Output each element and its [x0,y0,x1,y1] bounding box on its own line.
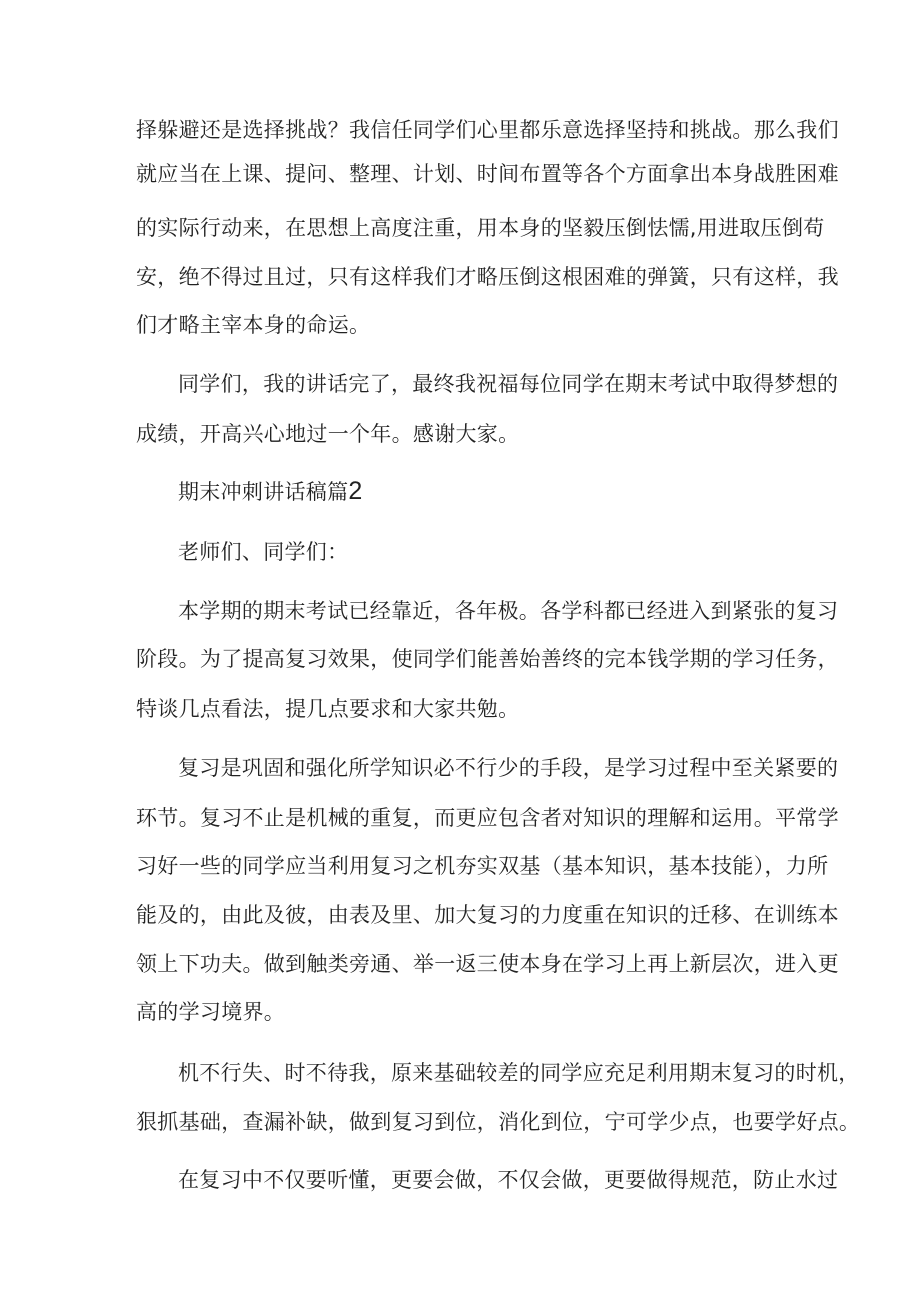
text-line: 高的学习境界。 [136,1000,286,1024]
heading-text: 期末冲刺讲话稿篇 [178,480,349,504]
text-line: 安，绝不得过且过，只有这样我们才略压倒这根困难的弹簧，只有这样，我 [136,265,839,289]
text-line: 本学期的期末考试已经靠近，各年极。各学科都已经进入到紧张的复习 [178,599,839,623]
text-line: 领上下功夫。做到触类旁通、举一返三使本身在学习上再上新层次，进入更 [136,952,839,976]
section-heading [178,477,363,506]
text-line: 成绩，开高兴心地过一个年。感谢大家。 [136,422,520,446]
text-line: 复习是巩固和强化所学知识必不行少的手段，是学习过程中至关紧要的 [178,756,839,780]
text-line: 同学们，我的讲话完了，最终我祝福每位同学在期末考试中取得梦想的 [178,372,839,396]
text-line: 能及的，由此及彼，由表及里、加大复习的力度重在知识的迁移、在训练本 [136,903,839,927]
greeting: 老师们、同学们： [178,540,349,564]
text-line: 择躲避还是选择挑战？我信任同学们心里都乐意选择坚持和挑战。那么我们 [136,118,839,142]
text-line: 阶段。为了提高复习效果，使同学们能善始善终的完本钱学期的学习任务， [136,647,839,671]
text-line: 们才略主宰本身的命运。 [136,313,371,337]
text-line: 就应当在上课、提问、整理、计划、时间布置等各个方面拿出本身战胜困难 [136,162,839,186]
text-line: 的实际行动来，在思想上高度注重，用本身的坚毅压倒怯懦,用进取压倒苟 [136,216,825,240]
text-line: 在复习中不仅要听懂，更要会做，不仅会做，更要做得规范，防止水过 [178,1168,839,1192]
text-line: 狠抓基础，查漏补缺，做到复习到位，消化到位，宁可学少点，也要学好点。 [136,1110,861,1134]
text-line: 习好一些的同学应当利用复习之机夯实双基（基本知识，基本技能），力所 [136,854,829,878]
text-line: 特谈几点看法，提几点要求和大家共勉。 [136,697,520,721]
text-line: 环节。复习不止是机械的重复，而更应包含者对知识的理解和运用。平常学 [136,806,839,830]
heading-number: 2 [348,477,363,505]
text-line: 机不行失、时不待我，原来基础较差的同学应充足利用期末复习的时机， [178,1061,860,1085]
